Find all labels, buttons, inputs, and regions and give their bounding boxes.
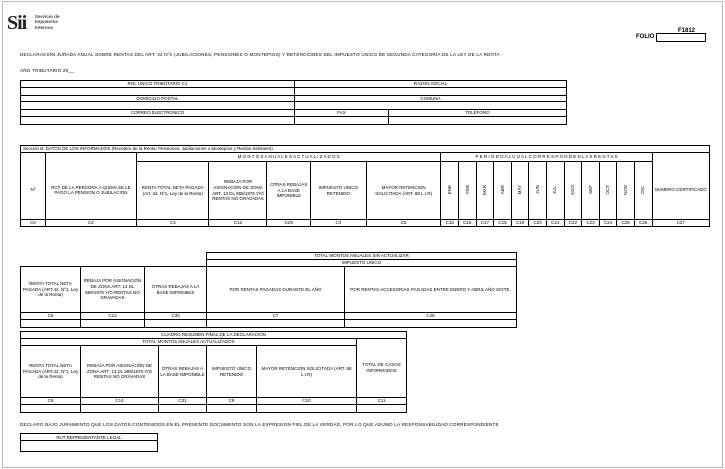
month-oct [599, 162, 617, 220]
totals-spacer [21, 253, 207, 267]
totals-col-otras: OTRAS REBAJAS A LA BASE IMPONIBLE [145, 267, 207, 313]
col-rut: RUT DE LA PERSONA A QUIEN SE LE PAGO LA PENSION O JUBILACION [45, 162, 136, 220]
domicilio-label: DOMICILIO POSTAL [21, 95, 295, 102]
code-cell: C8 [21, 398, 81, 405]
summary-subheader: TOTAL MONTOS ANUALES ACTUALIZADOS [21, 339, 357, 346]
code-cell: C27 [652, 220, 709, 227]
code-cell: C22 [564, 220, 582, 227]
section-b-title: Sección B: DATOS DE LOS INFORMADOS (Receptor de la Renta: Pensiones, Jubilaciones o Montepíos y Rentas Similares) [21, 146, 710, 153]
summary-col-otras: OTRAS REBAJAS A LA BASE IMPONIBLE [159, 346, 207, 398]
correo-label: CORREO ELECTRONICO [21, 110, 295, 117]
code-cell: C9 [207, 398, 257, 405]
code-cell: C23 [582, 220, 600, 227]
month-ago [564, 162, 582, 220]
summary-col-impuesto: IMPUESTO UNICO RETENIDO [207, 346, 257, 398]
col-otras: OTRAS REBAJAS A LA BASE IMPONIBLE [267, 162, 310, 220]
summary-renta-input[interactable] [21, 405, 81, 413]
summary-total-input[interactable] [357, 405, 407, 413]
rut-representante [20, 433, 158, 453]
col-cert-blank [652, 153, 709, 162]
totals-table [20, 252, 517, 328]
summary-mayor-input[interactable] [257, 405, 357, 413]
code-cell: C10 [257, 398, 357, 405]
code-cell: C14 [81, 398, 159, 405]
code-cell: C28 [345, 313, 517, 320]
month-label: NOV [622, 184, 628, 195]
summary-table [20, 331, 407, 413]
col-rebaja: REBAJA POR ASIGNACIÓN DE ZONA ART. 13 DL 889/1975 Y/O RENTAS NO GRAVADAS [209, 162, 267, 220]
totals-col-rebaja: REBAJA POR ASIGNACIÓN DE ZONA ART. 13 DL 889/1975 Y/O RENTAS NO GRAVADAS [81, 267, 145, 313]
month-jun [529, 162, 547, 220]
code-cell: C11 [357, 398, 407, 405]
totals-rebaja-input[interactable] [81, 320, 145, 328]
month-label: ABR [499, 185, 505, 195]
telefono-input[interactable] [389, 116, 567, 124]
col-mayor: MAYOR RETENCION SOLICITADA (ART. 88 L.I.R) [366, 162, 441, 220]
totals-col-durante: POR RENTAS PAGADAS DURANTE EL AÑO [207, 267, 345, 313]
comuna-input[interactable] [295, 102, 567, 110]
code-cell: C26 [634, 220, 652, 227]
summary-header: CUADRO RESUMEN FINAL DE LA DECLARACION [21, 332, 407, 339]
code-cell: C0 [21, 220, 46, 227]
month-may [511, 162, 529, 220]
summary-col-renta: RENTA TOTAL NETA PAGADA (ART.42, Nº1, Ley de la Renta) [21, 346, 81, 398]
code-cell: C2 [45, 220, 136, 227]
form-title: DECLARACIÓN JURADA ANUAL SOBRE RENTAS DEL ART. 42 Nº1 (JUBILACIONES, PENSIONES O MONTEPIOS) Y RETENCIONES DEL IMPUESTO ÚNICO DE SEGUNDA CATEGORÍA DE LA LEY DE LA RENTA [20, 52, 500, 57]
col-no-label: Nº [21, 162, 46, 220]
month-jul [546, 162, 564, 220]
summary-rebaja-input[interactable] [81, 405, 159, 413]
month-nov [617, 162, 635, 220]
code-cell: C21 [546, 220, 564, 227]
logo-line: Servicio de [35, 14, 60, 19]
code-cell: C7 [207, 313, 345, 320]
month-mar [476, 162, 494, 220]
logo-line: Impuestos [35, 19, 58, 25]
code-cell: C13 [81, 313, 145, 320]
totals-impuesto-header: IMPUESTO UNICO [207, 260, 517, 267]
code-cell: C19 [511, 220, 529, 227]
totals-accesorias-input[interactable] [345, 320, 517, 328]
month-label: FEB [464, 185, 470, 195]
fax-label: FAX [295, 110, 389, 117]
code-cell: C3 [136, 220, 208, 227]
form-code: F1812 [677, 28, 695, 34]
code-cell: C5 [366, 220, 441, 227]
summary-impuesto-input[interactable] [207, 405, 257, 413]
declarant-table [20, 80, 567, 125]
month-label: AGO [570, 184, 576, 195]
rol-label: ROL UNICO TRIBUTARIO C1 [21, 81, 295, 88]
comuna-label: COMUNA [295, 95, 567, 102]
col-no [21, 153, 46, 162]
col-impuesto: IMPUESTO UNICO RETENIDO [310, 162, 366, 220]
code-cell: C18 [494, 220, 512, 227]
summary-col-mayor: MAYOR RETENCION SOLICITADA (ART. 88 L.I.R) [257, 346, 357, 398]
col-renta: RENTA TOTAL NETA PAGADA (Art. 42, Nº1, Ley de la Renta) [136, 162, 208, 220]
domicilio-input[interactable] [21, 102, 295, 110]
code-cell: C20 [529, 220, 547, 227]
logo-line: Internos [35, 24, 54, 30]
code-cell: C12 [209, 220, 267, 227]
summary-col-total: TOTAL DE CASOS INFORMADOS [357, 339, 407, 398]
razon-input[interactable] [295, 87, 567, 95]
month-label: JUL [552, 185, 558, 194]
code-cell: C16 [459, 220, 477, 227]
totals-col-accesorias: POR RENTAS ACCESORIAS PAGADAS ENTRE ENERO Y ABRIL AÑO SIGTE. [345, 267, 517, 313]
month-feb [459, 162, 477, 220]
rut-rep-input[interactable] [20, 441, 158, 452]
month-abr [494, 162, 512, 220]
sii-logo: Sii [7, 12, 27, 34]
col-rut-blank [45, 153, 136, 162]
month-ene [441, 162, 459, 220]
code-cell: C25 [617, 220, 635, 227]
fax-input[interactable] [295, 116, 389, 124]
code-cell: C29 [267, 220, 310, 227]
code-cell: C24 [599, 220, 617, 227]
totals-durante-input[interactable] [207, 320, 345, 328]
month-label: SEP [587, 185, 593, 195]
totals-otras-input[interactable] [145, 320, 207, 328]
periodo-header: P E R I O D O A L C U A L C O R R E S P O N D E N L A S R E N T A S [441, 153, 652, 162]
telefono-label: TELEFONO [389, 110, 567, 117]
code-cell: C30 [145, 313, 207, 320]
code-cell: C17 [476, 220, 494, 227]
section-b-table [20, 145, 710, 227]
col-certificado: NUMERO CERTIFICADO [652, 162, 709, 220]
montos-header: M O N T O S A N U A L E S A C T U A L I Z A D O S [136, 153, 440, 162]
totals-col-renta: RENTA TOTAL NETA PAGADA (ART.42, Nº1, Ley de la Renta) [21, 267, 81, 313]
code-cell: C31 [159, 398, 207, 405]
oath-text: DECLARO BAJO JURAMENTO QUE LOS DATOS CONTENIDOS EN EL PRESENTE DOCUMENTO SON LA EXPRESION FIEL DE LA VERDAD, POR LO QUE ASUMO LA RESPONSABILIDAD CORRESPONDIENTE [20, 422, 499, 427]
month-label: ENE [446, 185, 452, 195]
month-label: MAY [517, 184, 523, 195]
sii-logo-text [35, 14, 60, 30]
code-cell: C15 [441, 220, 459, 227]
correo-input[interactable] [21, 116, 295, 124]
summary-otras-input[interactable] [159, 405, 207, 413]
month-label: MAR [482, 184, 488, 195]
totals-renta-input[interactable] [21, 320, 81, 328]
rol-input[interactable] [21, 87, 295, 95]
totals-header: TOTAL MONTOS ANUALES SIN ACTUALIZAR [207, 253, 517, 260]
code-cell: C6 [21, 313, 81, 320]
month-label: JUN [534, 185, 540, 195]
month-label: OCT [605, 184, 611, 195]
month-dic [634, 162, 652, 220]
month-label: DIC [640, 185, 646, 194]
razon-label: RAZON SOCIAL [295, 81, 567, 88]
tax-year: AÑO TRIBUTARIO 20__ [20, 68, 74, 73]
code-cell: C4 [310, 220, 366, 227]
summary-col-rebaja: REBAJA POR ASIGNACIÓN DE ZONA ART. 13 DL 889/1975 Y/O RENTAS NO GRAVADAS [81, 346, 159, 398]
folio-input[interactable] [656, 33, 706, 42]
folio-label: FOLIO [636, 34, 655, 40]
month-sep [582, 162, 600, 220]
rut-rep-label: RUT REPRESENTANTE LEGAL [20, 433, 158, 441]
